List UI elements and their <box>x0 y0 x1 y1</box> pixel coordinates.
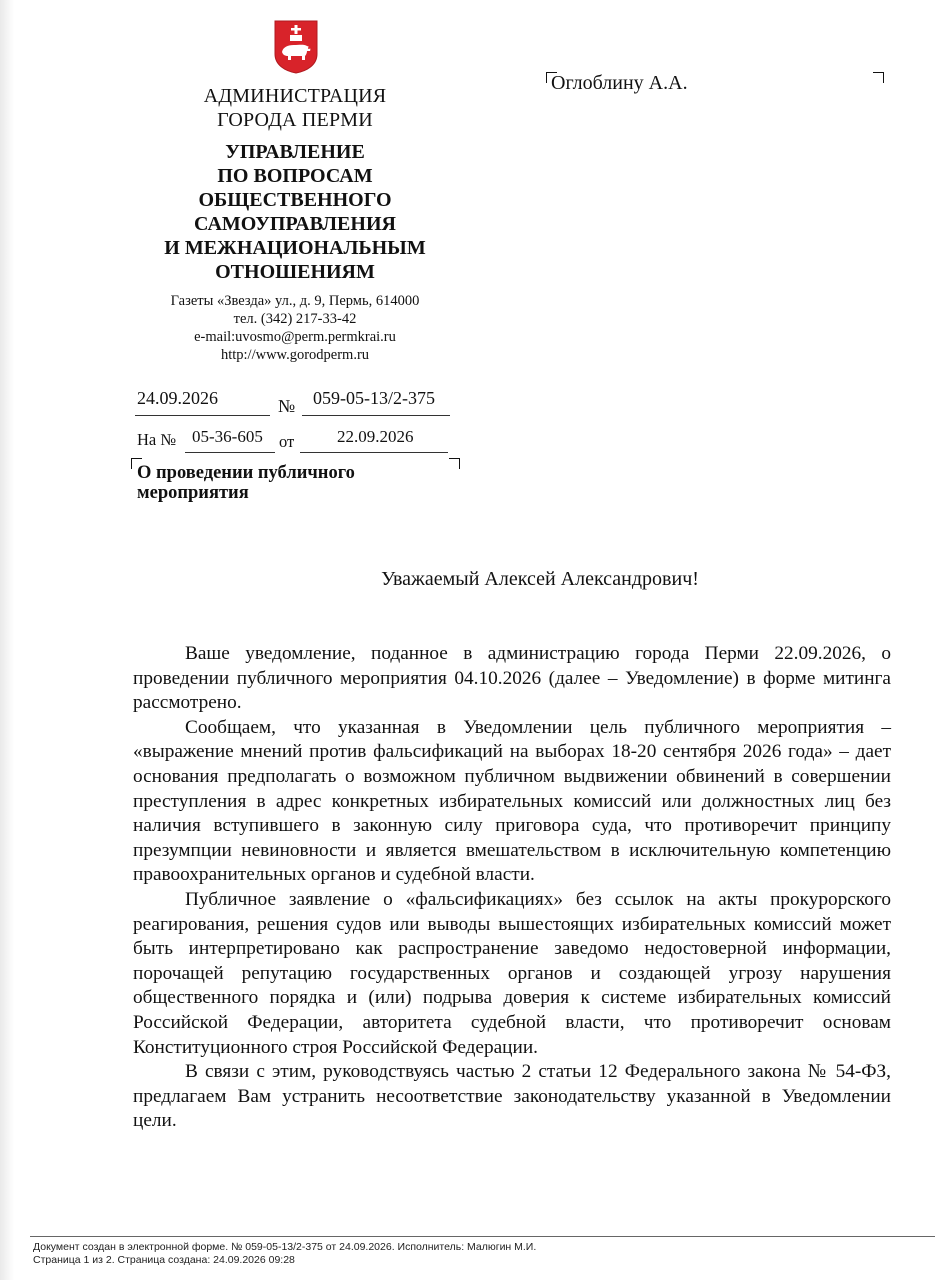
admin-line-1: АДМИНИСТРАЦИЯ <box>203 85 387 107</box>
footer-line-1: Документ создан в электронной форме. № 059-05-13/2-375 от 24.09.2026. Исполнитель: Малюгин М.И. <box>33 1241 537 1253</box>
recipient-corner-mark <box>873 72 884 83</box>
subject-line-1: О проведении публичного <box>137 463 355 483</box>
dept-line: УПРАВЛЕНИЕ <box>225 141 365 163</box>
contact-block <box>125 292 465 364</box>
dept-line: ПО ВОПРОСАМ <box>217 165 373 187</box>
underline <box>302 415 450 416</box>
dept-line: ОБЩЕСТВЕННОГО <box>198 189 392 211</box>
department-name <box>140 140 450 284</box>
recipient: Оглоблину А.А. <box>551 72 688 94</box>
registration-date: 24.09.2026 <box>137 388 218 408</box>
dept-line: САМОУПРАВЛЕНИЯ <box>194 213 396 235</box>
body-paragraph: Ваше уведомление, поданное в администрацию города Перми 22.09.2026, о проведении публичного мероприятия 04.10.2026 (далее – Уведомление) в форме митинга рассмотрено. <box>133 643 891 714</box>
subject <box>137 463 355 503</box>
footer-divider <box>30 1236 935 1237</box>
website: http://www.gorodperm.ru <box>220 347 370 363</box>
greeting: Уважаемый Алексей Александрович! <box>381 568 699 590</box>
reply-label: На № <box>137 430 177 449</box>
phone: тел. (342) 217-33-42 <box>233 311 357 327</box>
letter-body <box>133 642 891 1134</box>
number-sign: № <box>278 396 296 416</box>
underline <box>300 452 448 453</box>
from-label: от <box>279 432 295 451</box>
reply-date: 22.09.2026 <box>337 427 414 446</box>
subject-corner-mark <box>449 458 460 469</box>
admin-line-2: ГОРОДА ПЕРМИ <box>217 109 373 131</box>
email: e-mail:uvosmo@perm.permkrai.ru <box>194 329 396 345</box>
body-paragraph: В связи с этим, руководствуясь частью 2 статьи 12 Федерального закона № 54-ФЗ, предлагаем Вам устранить несоответствие законодательству указанной в Уведомлении цели. <box>133 1061 891 1132</box>
footer <box>33 1241 536 1267</box>
dept-line: И МЕЖНАЦИОНАЛЬНЫМ <box>164 237 426 259</box>
body-paragraph: Сообщаем, что указанная в Уведомлении цель публичного мероприятия – «выражение мнений против фальсификаций на выборах 18-20 сентября 2026 года» – дает основания предполагать о возможном публичном выдвижении обвинений в совершении преступления в адрес конкретных избирательных комиссий или должностных лиц без наличия вступившего в законную силу приговора суда, что противоречит принципу презумпции невиновности и является вмешательством в исключительную компетенцию правоохранительных органов и судебной власти. <box>133 716 891 886</box>
subject-line-2: мероприятия <box>137 483 249 503</box>
page-edge-shadow <box>0 0 14 1280</box>
perm-coat-of-arms-icon <box>274 20 318 74</box>
registration-number: 059-05-13/2-375 <box>313 388 435 408</box>
reply-number: 05-36-605 <box>192 427 263 446</box>
underline <box>135 415 270 416</box>
underline <box>185 452 275 453</box>
organization-name <box>140 84 450 132</box>
footer-line-2: Страница 1 из 2. Страница создана: 24.09.2026 09:28 <box>33 1254 295 1266</box>
dept-line: ОТНОШЕНИЯМ <box>215 261 375 283</box>
address: Газеты «Звезда» ул., д. 9, Пермь, 614000 <box>170 293 420 309</box>
body-paragraph: Публичное заявление о «фальсификациях» без ссылок на акты прокурорского реагирования, решения судов или выводы вышестоящих избирательных комиссий может быть интерпретировано как распространение заведомо недостоверной информации, порочащей репутацию государственных органов и создающей угрозу нарушения общественного порядка и (или) подрыва доверия к системе избирательных комиссий Российской Федерации, авторитета судебной власти, что противоречит основам Конституционного строя Российской Федерации. <box>133 888 891 1058</box>
